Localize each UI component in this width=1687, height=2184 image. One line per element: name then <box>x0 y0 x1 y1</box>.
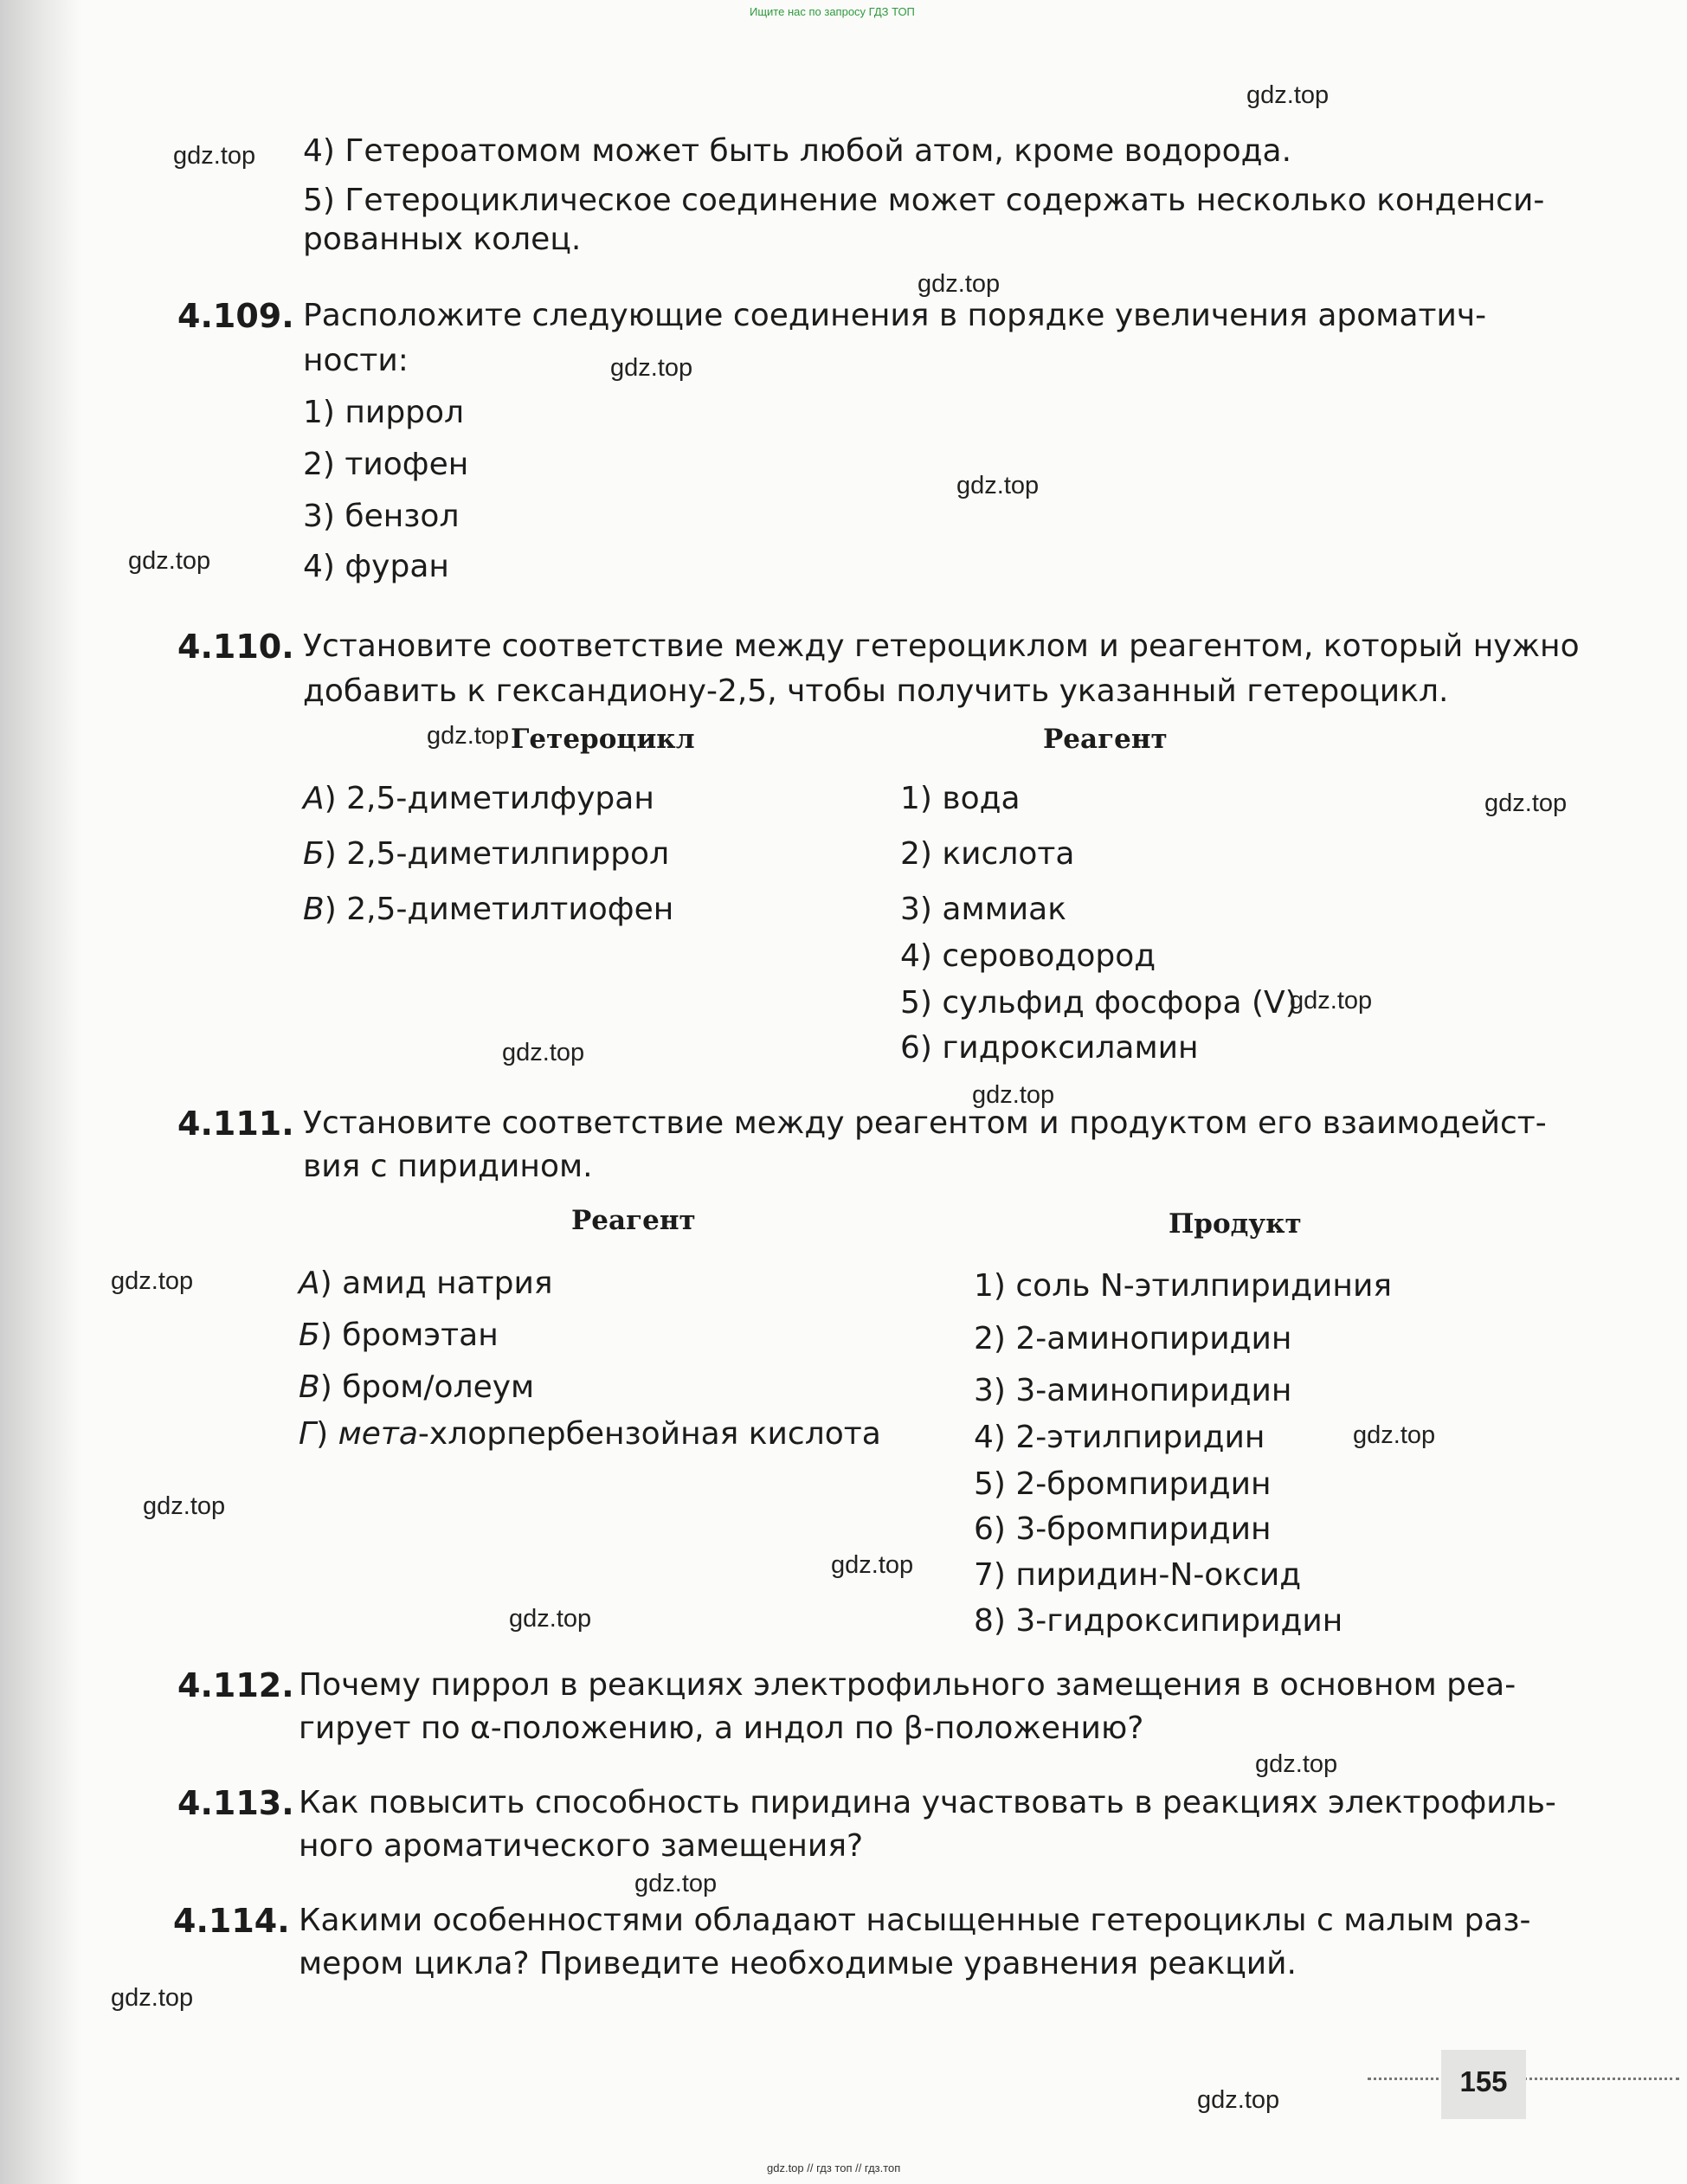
task-4-111-right-item: 1) соль N-этилпиридиния <box>974 1268 1392 1304</box>
task-4-111-right-item: 7) пиридин-N-оксид <box>974 1557 1302 1593</box>
watermark: gdz.top <box>1290 987 1373 1015</box>
task-4-109-item: 1) пиррол <box>303 395 465 430</box>
task-4-111-right-item: 3) 3-аминопиридин <box>974 1373 1292 1408</box>
task-4-110-col-reagent: Реагент <box>1043 724 1168 755</box>
task-4-111-right-item: 5) 2-бромпиридин <box>974 1466 1272 1502</box>
watermark: gdz.top <box>143 1492 226 1520</box>
task-4-111-number: 4.111. <box>177 1105 294 1143</box>
watermark: gdz.top <box>1353 1421 1436 1449</box>
task-4-111-right-item: 4) 2-этилпиридин <box>974 1420 1265 1455</box>
task-4-111-left-item: Б) бромэтан <box>299 1317 499 1353</box>
carry-over-line-4: 4) Гетероатомом может быть любой атом, кроме водорода. <box>303 133 1292 169</box>
task-4-111-left-item: Г) мета-хлорпербензойная кислота <box>299 1416 881 1452</box>
watermark: gdz.top <box>610 354 693 382</box>
watermark: gdz.top <box>128 547 211 575</box>
footer-note: gdz.top // гдз топ // гдз.топ <box>767 2161 901 2174</box>
task-4-112-number: 4.112. <box>177 1666 294 1704</box>
watermark: gdz.top <box>1255 1750 1338 1778</box>
carry-over-line-5a: 5) Гетероциклическое соединение может содержать несколько конденси- <box>303 183 1545 218</box>
watermark: gdz.top <box>831 1551 914 1579</box>
task-4-114-text-a: Какими особенностями обладают насыщенные гетероциклы с малым раз- <box>299 1903 1531 1938</box>
task-4-110-text-b: добавить к гександиону-2,5, чтобы получить указанный гетероцикл. <box>303 673 1449 709</box>
watermark: gdz.top <box>1484 789 1568 817</box>
task-4-110-right-item: 6) гидроксиламин <box>900 1030 1199 1066</box>
task-4-110-col-heterocycle: Гетероцикл <box>511 724 695 755</box>
task-4-110-right-item: 4) сероводород <box>900 938 1156 974</box>
task-4-113-text-a: Как повысить способность пиридина участвовать в реакциях электрофиль- <box>299 1785 1556 1820</box>
task-4-112-text-b: гирует по α-положению, а индол по β-положению? <box>299 1710 1144 1746</box>
task-4-111-right-item: 6) 3-бромпиридин <box>974 1511 1272 1547</box>
watermark: gdz.top <box>956 472 1040 499</box>
task-4-113-number: 4.113. <box>177 1784 294 1822</box>
watermark: gdz.top <box>972 1081 1055 1109</box>
task-4-113-text-b: ного ароматического замещения? <box>299 1828 864 1864</box>
task-4-111-left-item: А) амид натрия <box>299 1266 553 1301</box>
task-4-109-number: 4.109. <box>177 297 294 335</box>
watermark: gdz.top <box>502 1039 585 1066</box>
watermark: gdz.top <box>1246 81 1330 109</box>
task-4-110-right-item: 3) аммиак <box>900 892 1066 927</box>
task-4-109-text-a: Расположите следующие соединения в порядке увеличения ароматич- <box>303 298 1487 333</box>
watermark: gdz.top <box>427 722 510 750</box>
task-4-114-text-b: мером цикла? Приведите необходимые уравнения реакций. <box>299 1946 1297 1981</box>
task-4-110-left-item: Б) 2,5-диметилпиррол <box>303 836 670 872</box>
task-4-110-text-a: Установите соответствие между гетероциклом и реагентом, который нужно <box>303 628 1580 664</box>
task-4-110-left-item: В) 2,5-диметилтиофен <box>303 892 674 927</box>
task-4-109-item: 3) бензол <box>303 499 460 534</box>
watermark: gdz.top <box>173 142 256 170</box>
watermark: gdz.top <box>111 1267 194 1295</box>
task-4-109-item: 2) тиофен <box>303 447 469 482</box>
watermark: gdz.top <box>634 1870 718 1897</box>
task-4-109-item: 4) фуран <box>303 549 449 584</box>
task-4-114-number: 4.114. <box>173 1902 290 1940</box>
task-4-111-col-product: Продукт <box>1169 1208 1302 1240</box>
task-4-111-right-item: 2) 2-аминопиридин <box>974 1321 1292 1356</box>
task-4-110-right-item: 1) вода <box>900 781 1021 816</box>
watermark: gdz.top <box>1197 2086 1280 2114</box>
watermark: gdz.top <box>509 1605 592 1633</box>
task-4-111-left-item: В) бром/олеум <box>299 1369 535 1405</box>
watermark: gdz.top <box>918 270 1001 298</box>
top-search-note: Ищите нас по запросу ГДЗ ТОП <box>750 5 915 18</box>
task-4-110-number: 4.110. <box>177 628 294 666</box>
task-4-109-text-b: ности: <box>303 343 409 378</box>
carry-over-line-5b: рованных колец. <box>303 222 582 257</box>
task-4-110-right-item: 2) кислота <box>900 836 1075 872</box>
page-number: 155 <box>1459 2065 1508 2097</box>
task-4-110-left-item: А) 2,5-диметилфуран <box>303 781 654 816</box>
watermark: gdz.top <box>111 1984 194 2012</box>
page-edge-shadow <box>0 0 82 2184</box>
task-4-110-right-item: 5) сульфид фосфора (V) <box>900 985 1297 1021</box>
task-4-112-text-a: Почему пиррол в реакциях электрофильного замещения в основном реа- <box>299 1667 1516 1703</box>
task-4-111-text-a: Установите соответствие между реагентом и продуктом его взаимодейст- <box>303 1105 1547 1141</box>
task-4-111-text-b: вия с пиридином. <box>303 1149 593 1184</box>
task-4-111-right-item: 8) 3-гидроксипиридин <box>974 1603 1343 1639</box>
task-4-111-col-reagent: Реагент <box>571 1205 696 1236</box>
